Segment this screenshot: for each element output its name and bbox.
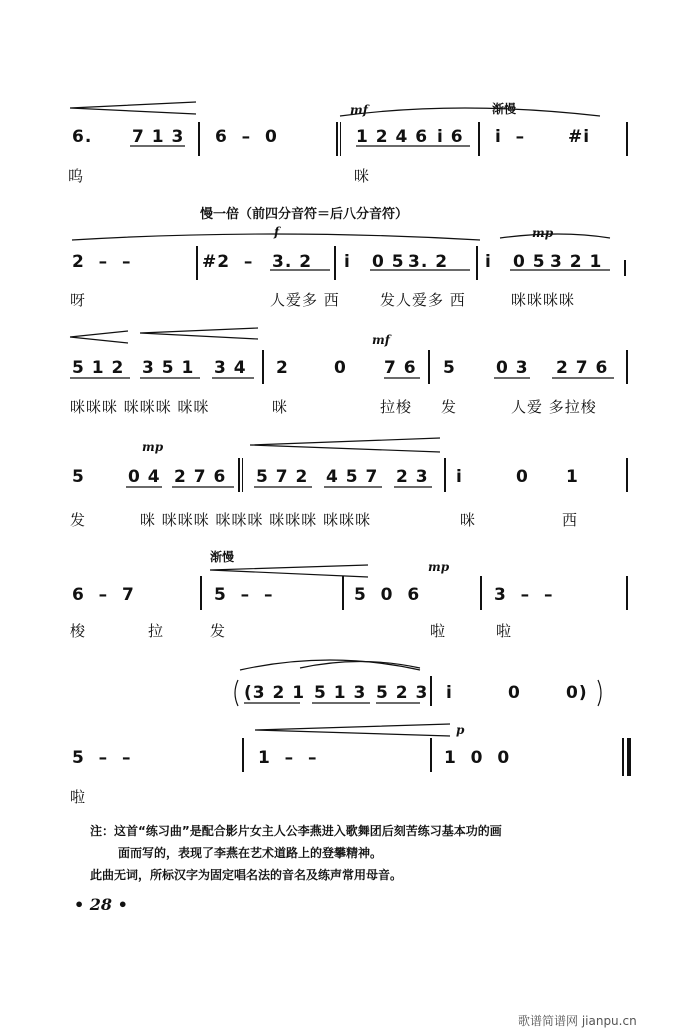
lyric: 啦 <box>430 622 447 640</box>
note: #i <box>568 127 591 147</box>
dynamic-mp: mp <box>428 560 450 574</box>
lyric: 咪咪咪 咪咪咪 咪咪 <box>70 398 210 416</box>
note: #2 – <box>202 252 254 272</box>
note: (3 2 1 <box>244 683 306 703</box>
watermark: 歌谱简谱网 jianpu.cn <box>518 1014 637 1028</box>
note: 5 <box>443 358 456 378</box>
lyric: 啦 <box>70 788 87 806</box>
lyric: 呀 <box>70 291 87 309</box>
note: i – <box>495 127 526 147</box>
note: 3 2 1 <box>550 252 603 272</box>
note: 6 – 7 <box>72 585 135 605</box>
dynamic-mp: mp <box>532 226 554 240</box>
footnote <box>90 820 670 886</box>
dynamic-mf: mf <box>372 333 390 347</box>
footnote-line: 此曲无词，所标汉字为固定唱名法的音名及练声常用母音。 <box>90 868 403 882</box>
lyric: 人爱多 西 <box>270 291 340 309</box>
note: 3 – – <box>494 585 554 605</box>
lyric: 咪 咪咪咪 咪咪咪 咪咪咪 咪咪咪 <box>140 511 372 529</box>
note: 3 4 <box>214 358 247 378</box>
note: 0 5 <box>513 252 546 272</box>
note: 2 – – <box>72 252 132 272</box>
lyric: 咪 <box>354 167 371 185</box>
note: i <box>344 252 351 272</box>
lyric: 拉 <box>148 622 165 640</box>
note: 0 3 <box>496 358 529 378</box>
lyric: 咪 <box>460 511 477 529</box>
note: 5 <box>72 467 85 487</box>
lyric: 拉梭 <box>380 398 413 416</box>
note: 7 1 3 <box>132 127 185 147</box>
note: 5 0 6 <box>354 585 421 605</box>
lyric: 发人爱多 西 <box>380 291 466 309</box>
note: i 6 <box>437 127 464 147</box>
note: 7 6 <box>384 358 417 378</box>
note: 3. 2 <box>408 252 449 272</box>
note: 5 7 2 <box>256 467 309 487</box>
note: i <box>446 683 453 703</box>
note: 2 7 6 <box>556 358 609 378</box>
lyric: 发 <box>441 398 458 416</box>
note: 0 <box>516 467 529 487</box>
lyric: 人爱 多拉梭 <box>511 398 597 416</box>
note: 6 – 0 <box>215 127 278 147</box>
lyric: 咪 <box>272 398 289 416</box>
note: 3. 2 <box>272 252 313 272</box>
note: 5 – – <box>72 748 132 768</box>
lyric: 呜 <box>68 167 85 185</box>
footnote-line: 注：这首“练习曲”是配合影片女主人公李燕进入歌舞团后刻苦练习基本功的画 <box>90 824 502 838</box>
note: i <box>456 467 463 487</box>
note: 0 <box>334 358 347 378</box>
page-number: • 28 • <box>74 895 128 914</box>
note: 5 2 3 <box>376 683 429 703</box>
lyric: 梭 <box>70 622 87 640</box>
tempo-rit: 渐慢 <box>210 550 235 564</box>
note: 5 – – <box>214 585 274 605</box>
note: 1 <box>566 467 579 487</box>
note: 2 3 <box>396 467 429 487</box>
lyric: 啦 <box>496 622 513 640</box>
note: 0) <box>566 683 588 703</box>
lyric: 咪咪咪咪 <box>511 291 576 309</box>
note: 0 4 <box>128 467 161 487</box>
note: 1 0 0 <box>444 748 511 768</box>
note: 5 1 3 <box>314 683 367 703</box>
lyric: 西 <box>562 511 579 529</box>
dynamic-mp: mp <box>142 440 164 454</box>
dynamic-f: f <box>274 225 280 239</box>
note: 2 7 6 <box>174 467 227 487</box>
tempo-rit: 渐慢 <box>492 102 517 116</box>
note: 0 5 <box>372 252 405 272</box>
note: 6. <box>72 127 93 147</box>
dynamic-mf: mf <box>350 103 368 117</box>
dynamic-p: p <box>456 723 465 737</box>
lyric: 发 <box>210 622 227 640</box>
note: i <box>485 252 492 272</box>
note: 5 1 2 <box>72 358 125 378</box>
note: 4 5 7 <box>326 467 379 487</box>
note: 3 5 1 <box>142 358 195 378</box>
note: 1 2 4 6 <box>356 127 429 147</box>
footnote-line: 面而写的，表现了李燕在艺术道路上的登攀精神。 <box>118 846 383 860</box>
note: 1 – – <box>258 748 318 768</box>
note: 2 <box>276 358 289 378</box>
lyric: 发 <box>70 511 87 529</box>
tempo-marking: 慢一倍（前四分音符＝后八分音符） <box>200 207 409 222</box>
note: 0 <box>508 683 521 703</box>
